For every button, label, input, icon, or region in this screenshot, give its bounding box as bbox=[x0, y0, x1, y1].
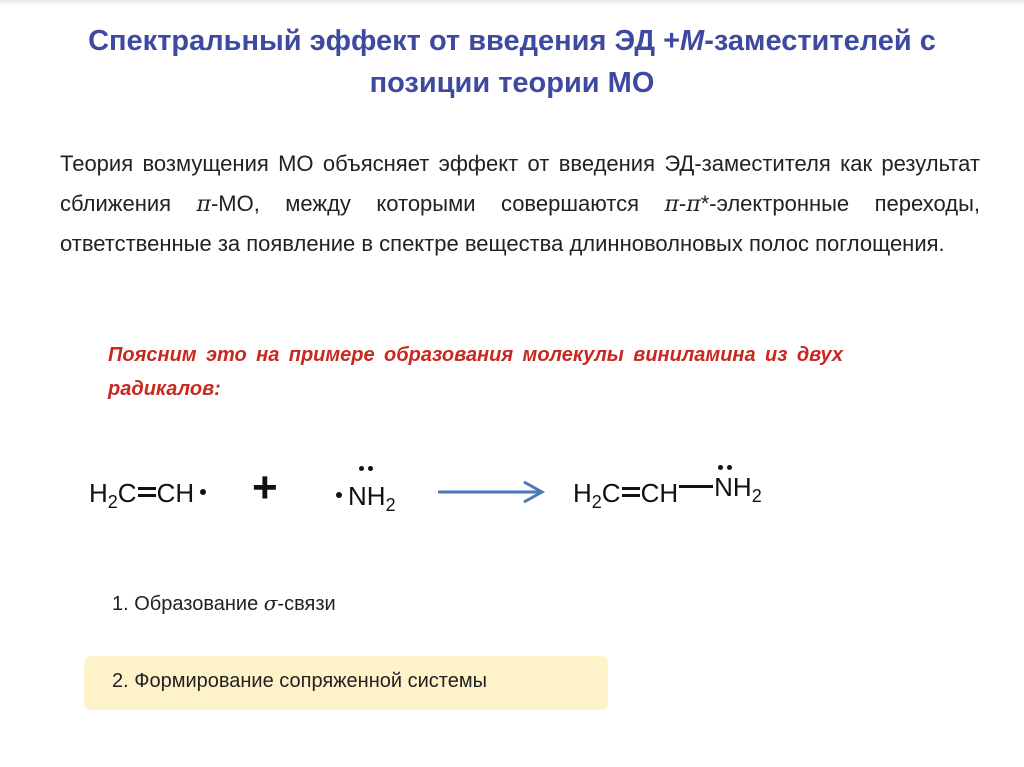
step-1-text: -связи bbox=[277, 593, 336, 615]
single-bond-icon bbox=[679, 485, 713, 488]
paragraph-segment: - bbox=[678, 190, 687, 216]
plus-sign: + bbox=[252, 463, 278, 512]
formula-text: NH bbox=[714, 472, 752, 502]
example-text: Поясним это на примере образования молекулы виниламина из двух радикалов: bbox=[108, 344, 843, 400]
formula-subscript: 2 bbox=[751, 486, 762, 506]
slide-title bbox=[40, 20, 984, 104]
formula-text: CH bbox=[156, 478, 195, 508]
pi-symbol: π bbox=[664, 191, 679, 217]
paragraph-segment: *-электронные переходы, ответственные за появление в спектре вещества длинноволновых полос поглощения. bbox=[60, 190, 981, 256]
radical-dot-icon bbox=[336, 492, 342, 498]
pi-symbol: π bbox=[686, 191, 701, 217]
sigma-symbol: σ bbox=[263, 591, 278, 615]
step-2: 2. Формирование сопряженной системы bbox=[112, 670, 487, 692]
formula-text: H bbox=[573, 478, 592, 508]
title-part1: Спектральный эффект от введения ЭД + bbox=[88, 25, 681, 57]
double-bond-icon bbox=[622, 487, 640, 497]
title-line2: позиции теории МО bbox=[369, 67, 655, 99]
lone-pair-icon bbox=[357, 466, 377, 474]
formula-subscript: 2 bbox=[591, 492, 602, 512]
amino-group bbox=[714, 472, 762, 506]
explanation-paragraph bbox=[60, 144, 980, 264]
formula-text: C bbox=[117, 478, 137, 508]
reactant-amino-radical bbox=[336, 481, 396, 516]
reaction-arrow-icon bbox=[436, 480, 546, 504]
formula-text: NH bbox=[348, 481, 386, 511]
pi-symbol: π bbox=[196, 191, 211, 217]
top-shadow bbox=[0, 0, 1024, 6]
formula-subscript: 2 bbox=[385, 495, 396, 515]
paragraph-segment: -МО, между которыми совершаются bbox=[210, 190, 665, 216]
formula-text: CH bbox=[640, 478, 679, 508]
double-bond-icon bbox=[138, 487, 156, 497]
title-part2: -заместителей с bbox=[704, 25, 936, 57]
formula-text: C bbox=[601, 478, 621, 508]
title-italic-m: M bbox=[680, 25, 705, 57]
reactant-vinyl-radical bbox=[89, 478, 206, 513]
radical-dot-icon bbox=[200, 489, 206, 495]
paragraph-segment: Теория возмущения МО объясняет эффект от введения ЭД-заместителя как результат сближения bbox=[60, 151, 980, 216]
step-1 bbox=[112, 588, 336, 619]
formula-subscript: 2 bbox=[107, 492, 118, 512]
product-vinylamine bbox=[573, 472, 762, 513]
step-1-text: 1. Образование bbox=[112, 593, 264, 615]
formula-text: H bbox=[89, 478, 108, 508]
